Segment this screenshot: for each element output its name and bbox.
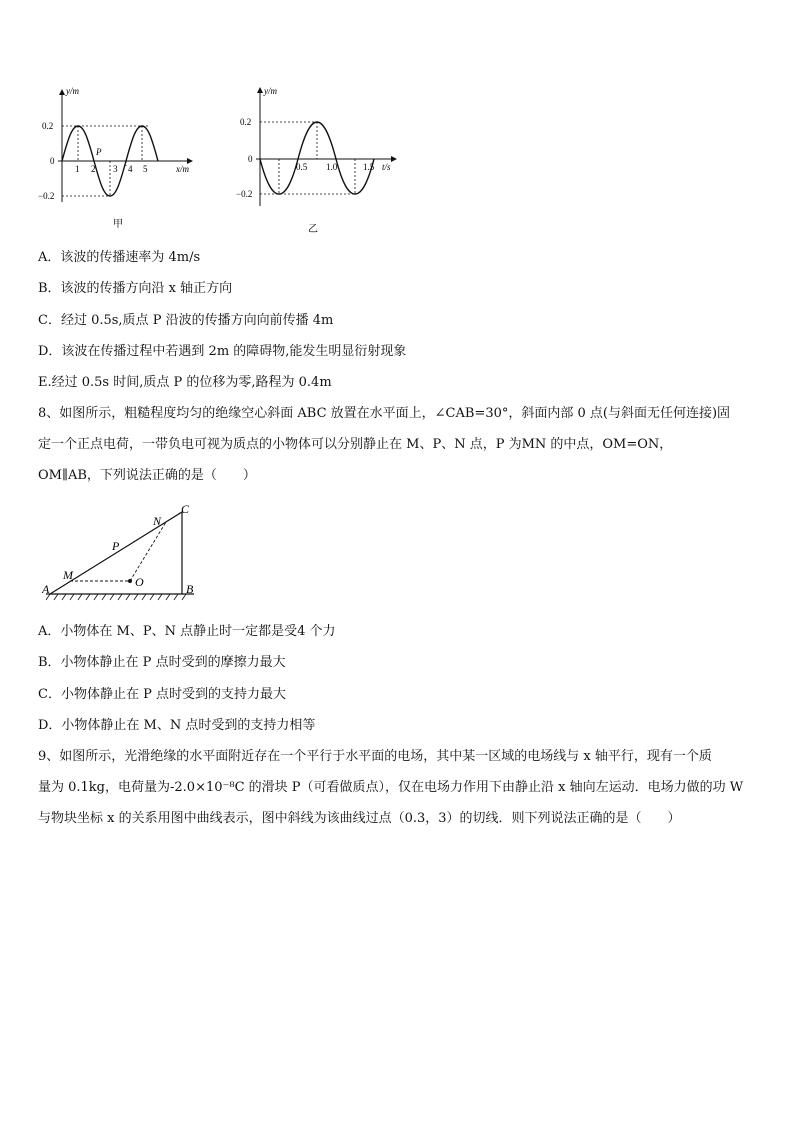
q7-option-d: D．该波在传播过程中若遇到 2m 的障碍物,能发生明显衍射现象 [38, 344, 407, 359]
q8-option-c: C．小物体静止在 P 点时受到的支持力最大 [38, 687, 286, 702]
t-tick-10: 1.0 [326, 162, 338, 172]
q7-option-b: B．该波的传播方向沿 x 轴正方向 [38, 281, 233, 296]
caption-jia: 甲 [113, 219, 123, 230]
y-axis-label: y/m [66, 86, 79, 96]
q8-stem-line-2: 定一个正点电荷，一带负电可视为质点的小物体可以分别静止在 M、P、N 点，P 为MN 的中点，OM=ON， [38, 437, 673, 452]
y-tick-bottom: −0.2 [38, 191, 55, 201]
q8-option-b: B．小物体静止在 P 点时受到的摩擦力最大 [38, 655, 286, 670]
q7-option-c: C．经过 0.5s,质点 P 沿波的传播方向向前传播 4m [38, 313, 334, 328]
q9-stem-line-1: 9、如图所示，光滑绝缘的水平面附近存在一个平行于水平面的电场，其中某一区域的电场线与 x 轴平行，现有一个质 [38, 749, 712, 764]
label-o: O [135, 575, 144, 589]
caption-yi: 乙 [308, 224, 318, 234]
t-tick-15: 1.5 [363, 162, 375, 172]
vibration-graph-yi [226, 84, 411, 234]
x-tick-1: 1 [75, 164, 80, 174]
point-o [128, 579, 132, 583]
y-tick-zero: 0 [248, 154, 253, 164]
q9-stem-line-3: 与物块坐标 x 的关系用图中曲线表示，图中斜线为该曲线过点（0.3，3）的切线．则下列说法正确的是（ ） [38, 811, 681, 826]
y-tick-zero: 0 [50, 156, 55, 166]
label-p: P [112, 539, 120, 553]
ground-hatching [46, 594, 194, 600]
q8-option-a: A．小物体在 M、P、N 点静止时一定都是受4 个力 [38, 624, 336, 639]
incline-triangle-figure [36, 498, 206, 606]
y-axis-label: y/m [264, 86, 277, 96]
t-tick-05: 0.5 [296, 162, 308, 172]
label-n: N [153, 514, 162, 528]
q8-option-d: D．小物体静止在 M、N 点时受到的支持力相等 [38, 718, 316, 733]
y-tick-top: 0.2 [240, 117, 252, 127]
label-m: M [63, 568, 73, 582]
label-b: B [186, 582, 194, 596]
y-tick-bottom: −0.2 [236, 189, 253, 199]
q7-option-e: E.经过 0.5s 时间,质点 P 的位移为零,路程为 0.4m [38, 375, 332, 390]
y-tick-top: 0.2 [42, 121, 54, 131]
x-tick-4: 4 [128, 164, 133, 174]
q7-option-a: A．该波的传播速率为 4m/s [38, 250, 201, 265]
x-tick-5: 5 [143, 164, 148, 174]
t-axis-label: t/s [382, 162, 391, 172]
segment-on [130, 522, 166, 581]
label-c: C [181, 502, 190, 516]
x-axis-label: x/m [176, 164, 189, 174]
point-p-label: P [96, 147, 102, 157]
wave-graph-jia [30, 84, 205, 234]
q9-stem-line-2: 量为 0.1kg，电荷量为-2.0×10⁻⁸C 的滑块 P（可看做质点），仅在电场力作用下由静止沿 x 轴向左运动．电场力做的功 W [38, 780, 744, 795]
x-tick-3: 3 [113, 164, 118, 174]
q8-stem-line-3: OM∥AB，下列说法正确的是（ ） [38, 468, 256, 483]
label-a: A [42, 582, 50, 596]
q8-stem-line-1: 8、如图所示，粗糙程度均匀的绝缘空心斜面 ABC 放置在水平面上，∠CAB=30°，斜面内部 0 点(与斜面无任何连接)固 [38, 406, 731, 421]
x-tick-2: 2 [91, 164, 96, 174]
